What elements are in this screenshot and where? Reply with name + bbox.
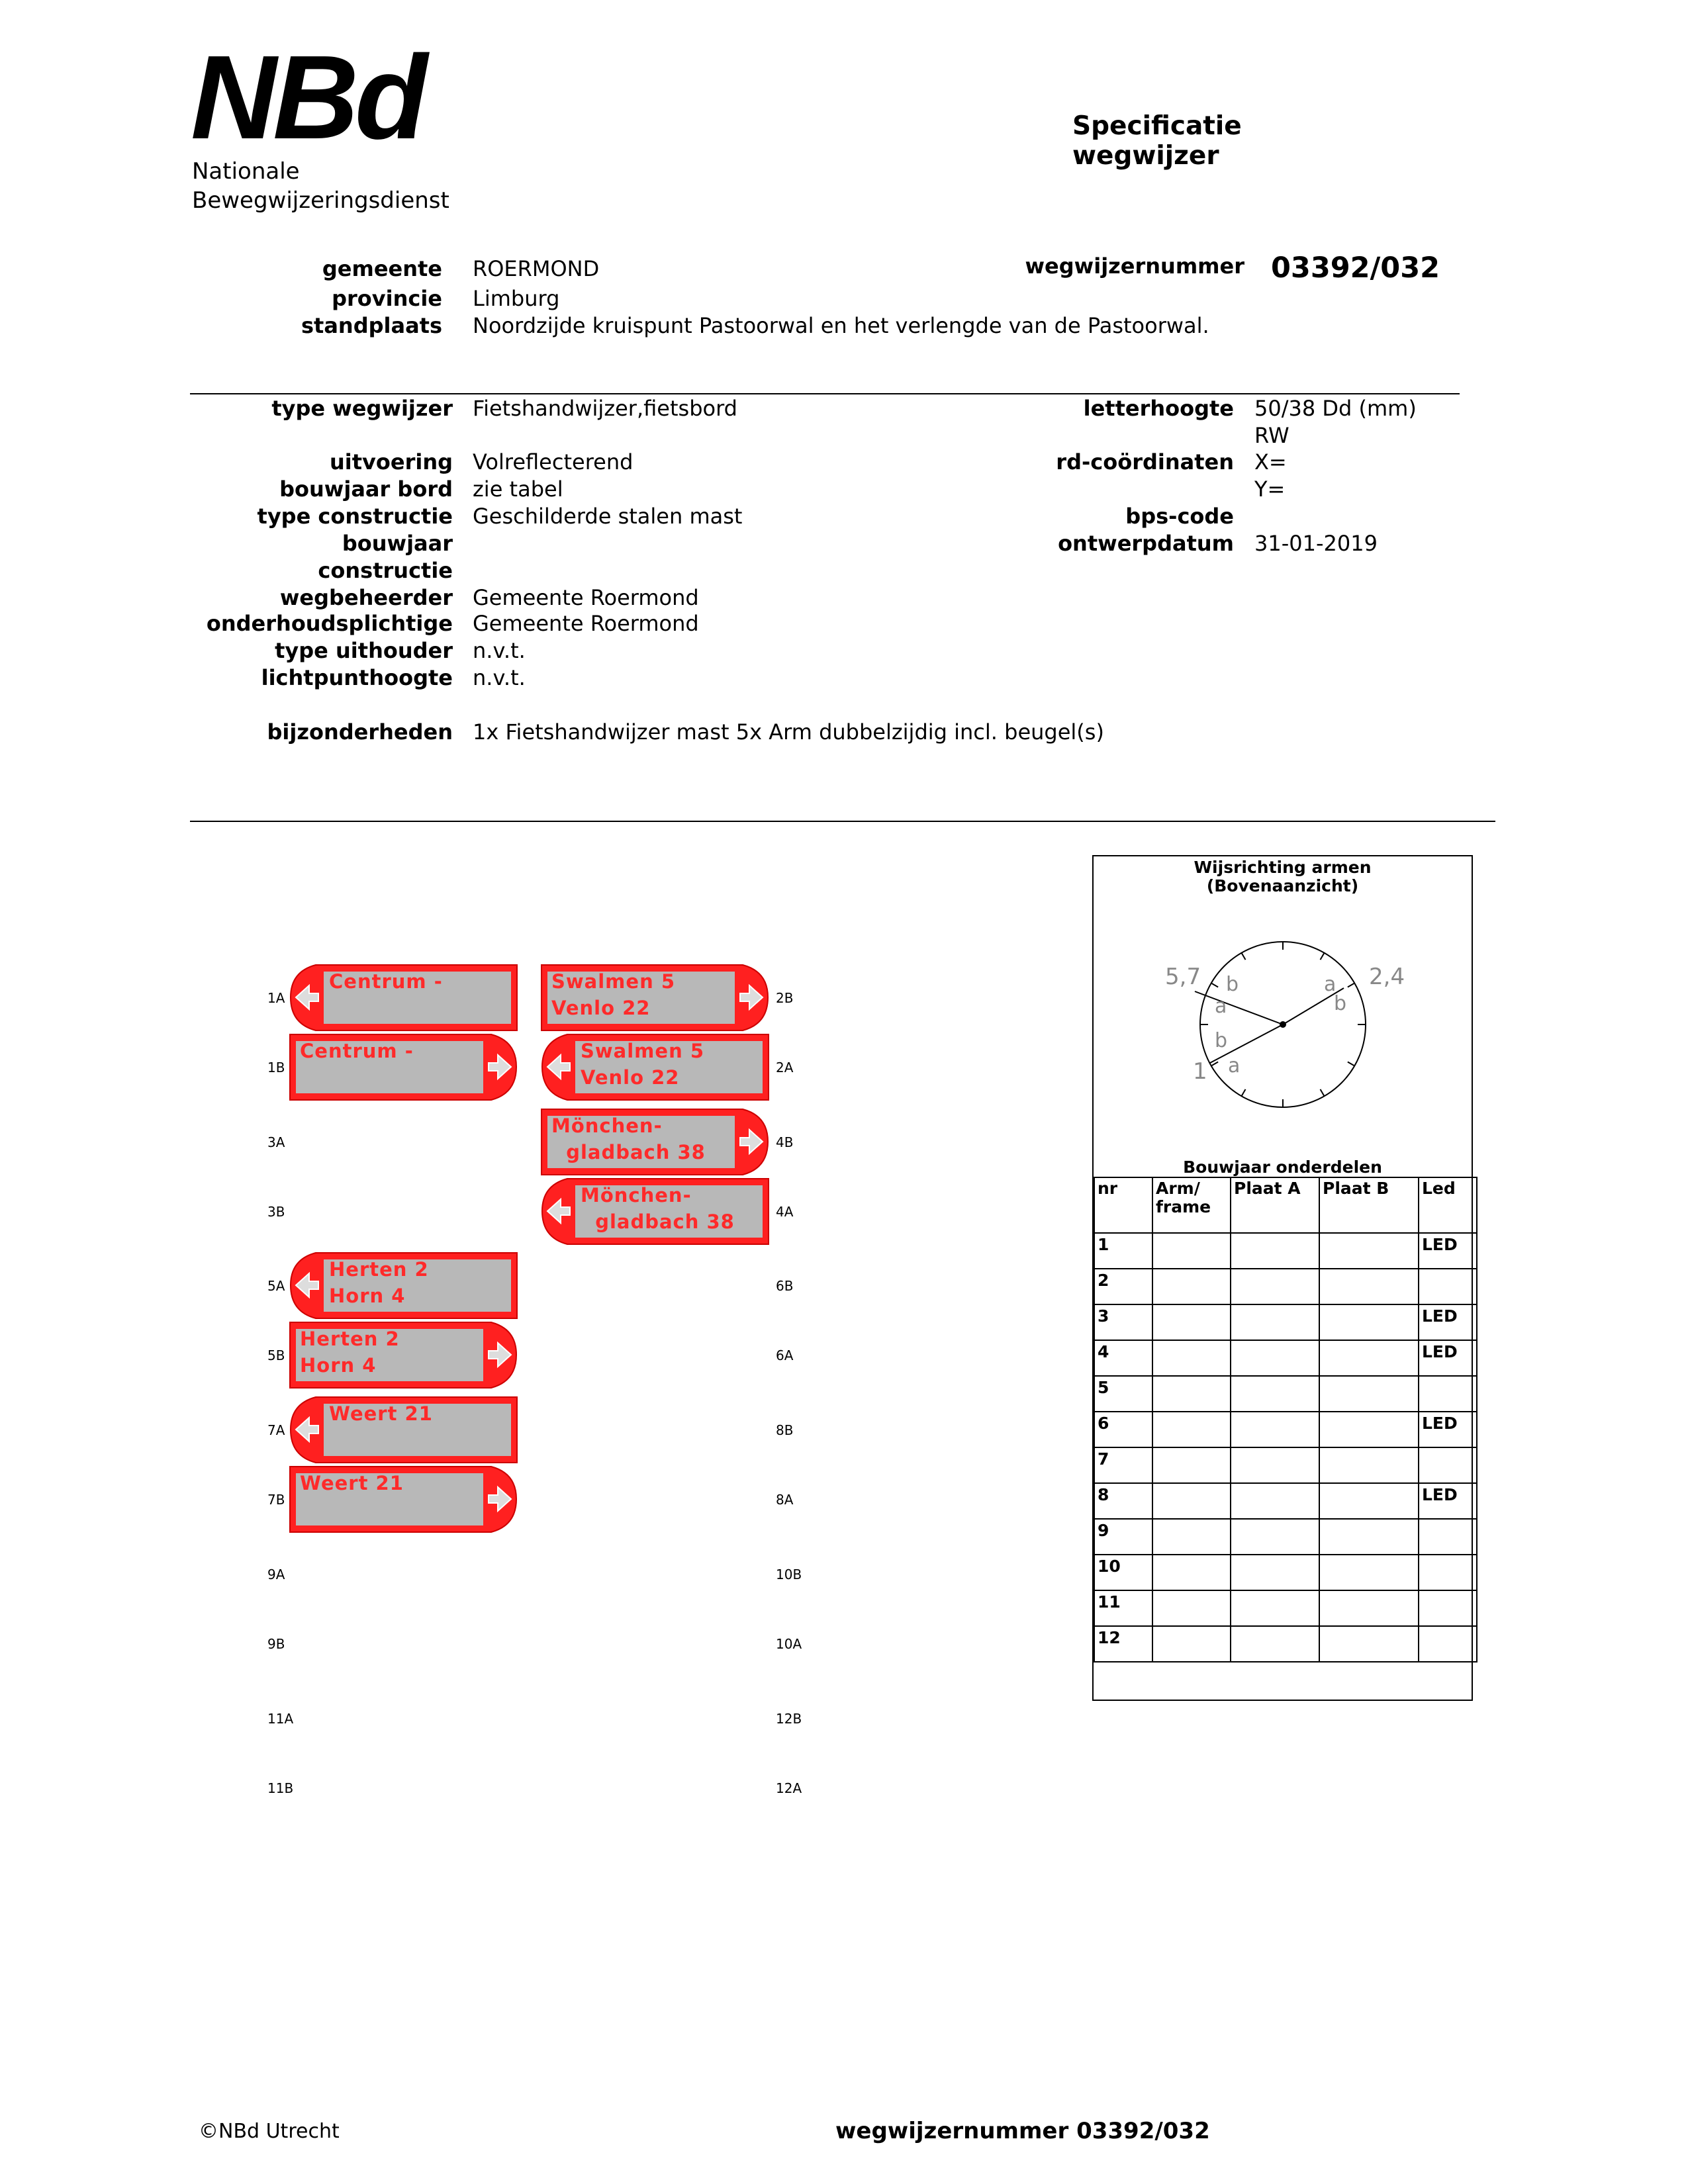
- cell-plaat-b: [1319, 1269, 1419, 1304]
- cell-plaat-b: [1319, 1555, 1419, 1590]
- onderhoudsplichtige-label: onderhoudsplichtige: [206, 611, 453, 636]
- bijzonderheden-value: 1x Fietshandwijzer mast 5x Arm dubbelzijdig incl. beugel(s): [473, 719, 1104, 745]
- slot-label-5b: 5B: [267, 1347, 285, 1363]
- wegbeheerder-label: wegbeheerder: [279, 585, 453, 610]
- sign-5b-text: Herten 2 Horn 4: [300, 1328, 400, 1377]
- slot-label-11b: 11B: [267, 1780, 294, 1796]
- table-row: [1094, 1233, 1477, 1269]
- cell-plaat-b: [1319, 1412, 1419, 1447]
- cell-nr: 2: [1094, 1269, 1152, 1304]
- slot-label-3a: 3A: [267, 1134, 285, 1150]
- sign-1b-text: Centrum -: [300, 1040, 414, 1062]
- sign-2b: [541, 964, 769, 1031]
- mast-center: [1280, 1021, 1286, 1028]
- cell-led: [1419, 1590, 1477, 1626]
- label-5-7-b: b: [1226, 973, 1239, 996]
- gemeente-label: gemeente: [322, 256, 442, 281]
- dial-tick: [1211, 1062, 1218, 1066]
- cell-led: [1419, 1269, 1477, 1304]
- slot-label-7b: 7B: [267, 1492, 285, 1508]
- sign-5a: [289, 1252, 518, 1319]
- rd-y-value: Y=: [1254, 477, 1286, 502]
- cell-arm-frame: [1152, 1447, 1231, 1483]
- header-arm-frame: Arm/ frame: [1152, 1177, 1231, 1233]
- provincie-value: Limburg: [473, 286, 560, 311]
- cell-arm-frame: [1152, 1412, 1231, 1447]
- cell-plaat-a: [1231, 1412, 1319, 1447]
- sign-4b: [541, 1109, 769, 1175]
- letterhoogte-label: letterhoogte: [1083, 396, 1234, 421]
- cell-plaat-a: [1231, 1555, 1319, 1590]
- sign-2a: [541, 1034, 769, 1101]
- table-row: [1094, 1340, 1477, 1376]
- sign-7a-text: Weert 21: [329, 1402, 433, 1425]
- bijzonderheden-label: bijzonderheden: [267, 719, 453, 745]
- slot-label-9b: 9B: [267, 1636, 285, 1652]
- cell-plaat-b: [1319, 1304, 1419, 1340]
- cell-plaat-a: [1231, 1519, 1319, 1555]
- slot-label-10b: 10B: [776, 1567, 802, 1582]
- table-row: [1094, 1447, 1477, 1483]
- type-uithouder-value: n.v.t.: [473, 638, 526, 663]
- cell-plaat-b: [1319, 1376, 1419, 1412]
- rd-coordinaten-label: rd-coördinaten: [1056, 449, 1234, 475]
- slot-label-2b: 2B: [776, 990, 794, 1006]
- cell-nr: 9: [1094, 1519, 1152, 1555]
- cell-led: [1419, 1376, 1477, 1412]
- cell-arm-frame: [1152, 1233, 1231, 1269]
- bouwjaar-constructie-label-2: constructie: [318, 558, 453, 583]
- type-uithouder-label: type uithouder: [275, 638, 453, 663]
- slot-label-9a: 9A: [267, 1567, 285, 1582]
- direction-title-line-1: Wijsrichting armen: [1194, 858, 1372, 877]
- slot-label-1a: 1A: [267, 990, 285, 1006]
- standplaats-value: Noordzijde kruispunt Pastoorwal en het verlengde van de Pastoorwal.: [473, 313, 1209, 338]
- bouwjaar-header-row: [1094, 1177, 1477, 1233]
- document-title: Specificatie wegwijzer: [1072, 111, 1242, 171]
- sign-7b: [289, 1466, 518, 1533]
- type-wegwijzer-label: type wegwijzer: [271, 396, 453, 421]
- table-row: [1094, 1519, 1477, 1555]
- table-row: [1094, 1304, 1477, 1340]
- sign-2b-text: Swalmen 5 Venlo 22: [551, 970, 675, 1019]
- cell-led: LED: [1419, 1412, 1477, 1447]
- cell-plaat-b: [1319, 1519, 1419, 1555]
- cell-arm-frame: [1152, 1519, 1231, 1555]
- cell-plaat-b: [1319, 1483, 1419, 1519]
- cell-plaat-b: [1319, 1340, 1419, 1376]
- cell-plaat-b: [1319, 1447, 1419, 1483]
- bouwjaar-table: [1094, 1177, 1477, 1662]
- slot-label-1b: 1B: [267, 1060, 285, 1075]
- label-5-7: 5,7: [1165, 964, 1201, 990]
- label-2-4-a: a: [1324, 973, 1336, 996]
- cell-nr: 12: [1094, 1626, 1152, 1662]
- slot-label-8a: 8A: [776, 1492, 794, 1508]
- bouwjaar-title: Bouwjaar onderdelen: [1183, 1158, 1382, 1177]
- slot-label-12a: 12A: [776, 1780, 802, 1796]
- provincie-label: provincie: [332, 286, 442, 311]
- cell-led: [1419, 1519, 1477, 1555]
- cell-arm-frame: [1152, 1590, 1231, 1626]
- bps-code-label: bps-code: [1125, 504, 1234, 529]
- label-5-7-a: a: [1215, 995, 1227, 1018]
- wegwijzernummer-label: wegwijzernummer: [1025, 253, 1244, 279]
- logo-line-2: Bewegwijzeringsdienst: [192, 187, 449, 214]
- cell-arm-frame: [1152, 1340, 1231, 1376]
- sign-4a-text: Mönchen- gladbach 38: [581, 1184, 735, 1233]
- slot-label-10a: 10A: [776, 1636, 802, 1652]
- cell-led: [1419, 1447, 1477, 1483]
- cell-led: [1419, 1626, 1477, 1662]
- wegwijzernummer-value: 03392/032: [1271, 251, 1440, 285]
- cell-nr: 4: [1094, 1340, 1152, 1376]
- sign-7b-text: Weert 21: [300, 1472, 404, 1494]
- cell-arm-frame: [1152, 1269, 1231, 1304]
- logo-line-1: Nationale: [192, 158, 300, 185]
- bouwjaar-constructie-label-1: bouwjaar: [342, 531, 453, 556]
- wegbeheerder-value: Gemeente Roermond: [473, 585, 699, 610]
- direction-diagram: [1092, 913, 1473, 1125]
- sign-2a-text: Swalmen 5 Venlo 22: [581, 1040, 704, 1089]
- standplaats-label: standplaats: [301, 313, 442, 338]
- slot-label-2a: 2A: [776, 1060, 794, 1075]
- slot-label-7a: 7A: [267, 1422, 285, 1438]
- direction-title: [1092, 858, 1473, 895]
- sign-1a: [289, 964, 518, 1031]
- cell-nr: 6: [1094, 1412, 1152, 1447]
- label-1: 1: [1193, 1058, 1207, 1085]
- header-nr: nr: [1094, 1177, 1152, 1233]
- label-1-a: a: [1228, 1054, 1241, 1077]
- slot-label-4b: 4B: [776, 1134, 794, 1150]
- cell-nr: 3: [1094, 1304, 1152, 1340]
- slot-label-12b: 12B: [776, 1711, 802, 1727]
- cell-plaat-a: [1231, 1376, 1319, 1412]
- footer-copyright: ©NBd Utrecht: [199, 2120, 340, 2143]
- cell-plaat-a: [1231, 1626, 1319, 1662]
- dial-tick: [1321, 953, 1325, 960]
- slot-label-4a: 4A: [776, 1204, 794, 1220]
- type-wegwijzer-value: Fietshandwijzer,fietsbord: [473, 396, 737, 421]
- cell-led: LED: [1419, 1233, 1477, 1269]
- cell-nr: 1: [1094, 1233, 1152, 1269]
- header-plaat-a: Plaat A: [1231, 1177, 1319, 1233]
- uitvoering-value: Volreflecterend: [473, 449, 633, 475]
- direction-title-line-2: (Bovenaanzicht): [1206, 876, 1359, 895]
- slot-label-6a: 6A: [776, 1347, 794, 1363]
- cell-plaat-a: [1231, 1483, 1319, 1519]
- arm-line-5-7: [1195, 991, 1283, 1024]
- table-row: [1094, 1269, 1477, 1304]
- gemeente-value: ROERMOND: [473, 256, 600, 281]
- label-2-4: 2,4: [1369, 964, 1405, 990]
- cell-led: [1419, 1555, 1477, 1590]
- cell-arm-frame: [1152, 1626, 1231, 1662]
- table-row: [1094, 1412, 1477, 1447]
- onderhoudsplichtige-value: Gemeente Roermond: [473, 611, 699, 636]
- cell-plaat-a: [1231, 1269, 1319, 1304]
- cell-plaat-b: [1319, 1233, 1419, 1269]
- bouwjaar-bord-value: zie tabel: [473, 477, 563, 502]
- cell-plaat-b: [1319, 1590, 1419, 1626]
- rd-x-value: X=: [1254, 449, 1287, 475]
- header-plaat-b: Plaat B: [1319, 1177, 1419, 1233]
- label-1-b: b: [1215, 1029, 1228, 1052]
- cell-arm-frame: [1152, 1483, 1231, 1519]
- cell-nr: 7: [1094, 1447, 1152, 1483]
- ontwerpdatum-value: 31-01-2019: [1254, 531, 1378, 556]
- header-led: Led: [1419, 1177, 1477, 1233]
- cell-led: LED: [1419, 1340, 1477, 1376]
- cell-arm-frame: [1152, 1555, 1231, 1590]
- table-row: [1094, 1555, 1477, 1590]
- table-row: [1094, 1483, 1477, 1519]
- cell-plaat-a: [1231, 1447, 1319, 1483]
- slot-label-11a: 11A: [267, 1711, 294, 1727]
- cell-arm-frame: [1152, 1376, 1231, 1412]
- cell-plaat-a: [1231, 1304, 1319, 1340]
- cell-plaat-a: [1231, 1590, 1319, 1626]
- cell-nr: 8: [1094, 1483, 1152, 1519]
- uitvoering-label: uitvoering: [329, 449, 453, 475]
- lichtpunthoogte-label: lichtpunthoogte: [261, 665, 453, 690]
- divider-bottom: [190, 821, 1495, 822]
- dial-tick: [1242, 953, 1246, 960]
- table-row: [1094, 1590, 1477, 1626]
- cell-nr: 5: [1094, 1376, 1152, 1412]
- sign-5b: [289, 1322, 518, 1388]
- footer-wegwijzernummer: wegwijzernummer 03392/032: [835, 2118, 1210, 2144]
- type-constructie-value: Geschilderde stalen mast: [473, 504, 743, 529]
- table-row: [1094, 1376, 1477, 1412]
- dial-tick: [1242, 1089, 1246, 1096]
- sign-1a-text: Centrum -: [329, 970, 443, 993]
- letterhoogte-extra: RW: [1254, 423, 1289, 448]
- cell-nr: 11: [1094, 1590, 1152, 1626]
- label-2-4-b: b: [1334, 992, 1347, 1015]
- cell-plaat-b: [1319, 1626, 1419, 1662]
- type-constructie-label: type constructie: [257, 504, 453, 529]
- letterhoogte-value: 50/38 Dd (mm): [1254, 396, 1417, 421]
- nbd-logo: NBd: [191, 31, 424, 164]
- slot-label-6b: 6B: [776, 1278, 794, 1294]
- slot-label-8b: 8B: [776, 1422, 794, 1438]
- sign-4b-text: Mönchen- gladbach 38: [551, 1115, 706, 1163]
- ontwerpdatum-label: ontwerpdatum: [1058, 531, 1234, 556]
- cell-nr: 10: [1094, 1555, 1152, 1590]
- cell-led: LED: [1419, 1304, 1477, 1340]
- cell-led: LED: [1419, 1483, 1477, 1519]
- sign-5a-text: Herten 2 Horn 4: [329, 1258, 429, 1307]
- slot-label-5a: 5A: [267, 1278, 285, 1294]
- bouwjaar-bord-label: bouwjaar bord: [279, 477, 453, 502]
- cell-arm-frame: [1152, 1304, 1231, 1340]
- dial-tick: [1348, 1062, 1354, 1066]
- cell-plaat-a: [1231, 1340, 1319, 1376]
- divider-top: [190, 393, 1460, 394]
- sign-1b: [289, 1034, 518, 1101]
- lichtpunthoogte-value: n.v.t.: [473, 665, 526, 690]
- sign-4a: [541, 1178, 769, 1245]
- table-row: [1094, 1626, 1477, 1662]
- dial-tick: [1211, 983, 1218, 987]
- cell-plaat-a: [1231, 1233, 1319, 1269]
- sign-7a: [289, 1396, 518, 1463]
- dial-tick: [1321, 1089, 1325, 1096]
- slot-label-3b: 3B: [267, 1204, 285, 1220]
- dial-tick: [1348, 983, 1354, 987]
